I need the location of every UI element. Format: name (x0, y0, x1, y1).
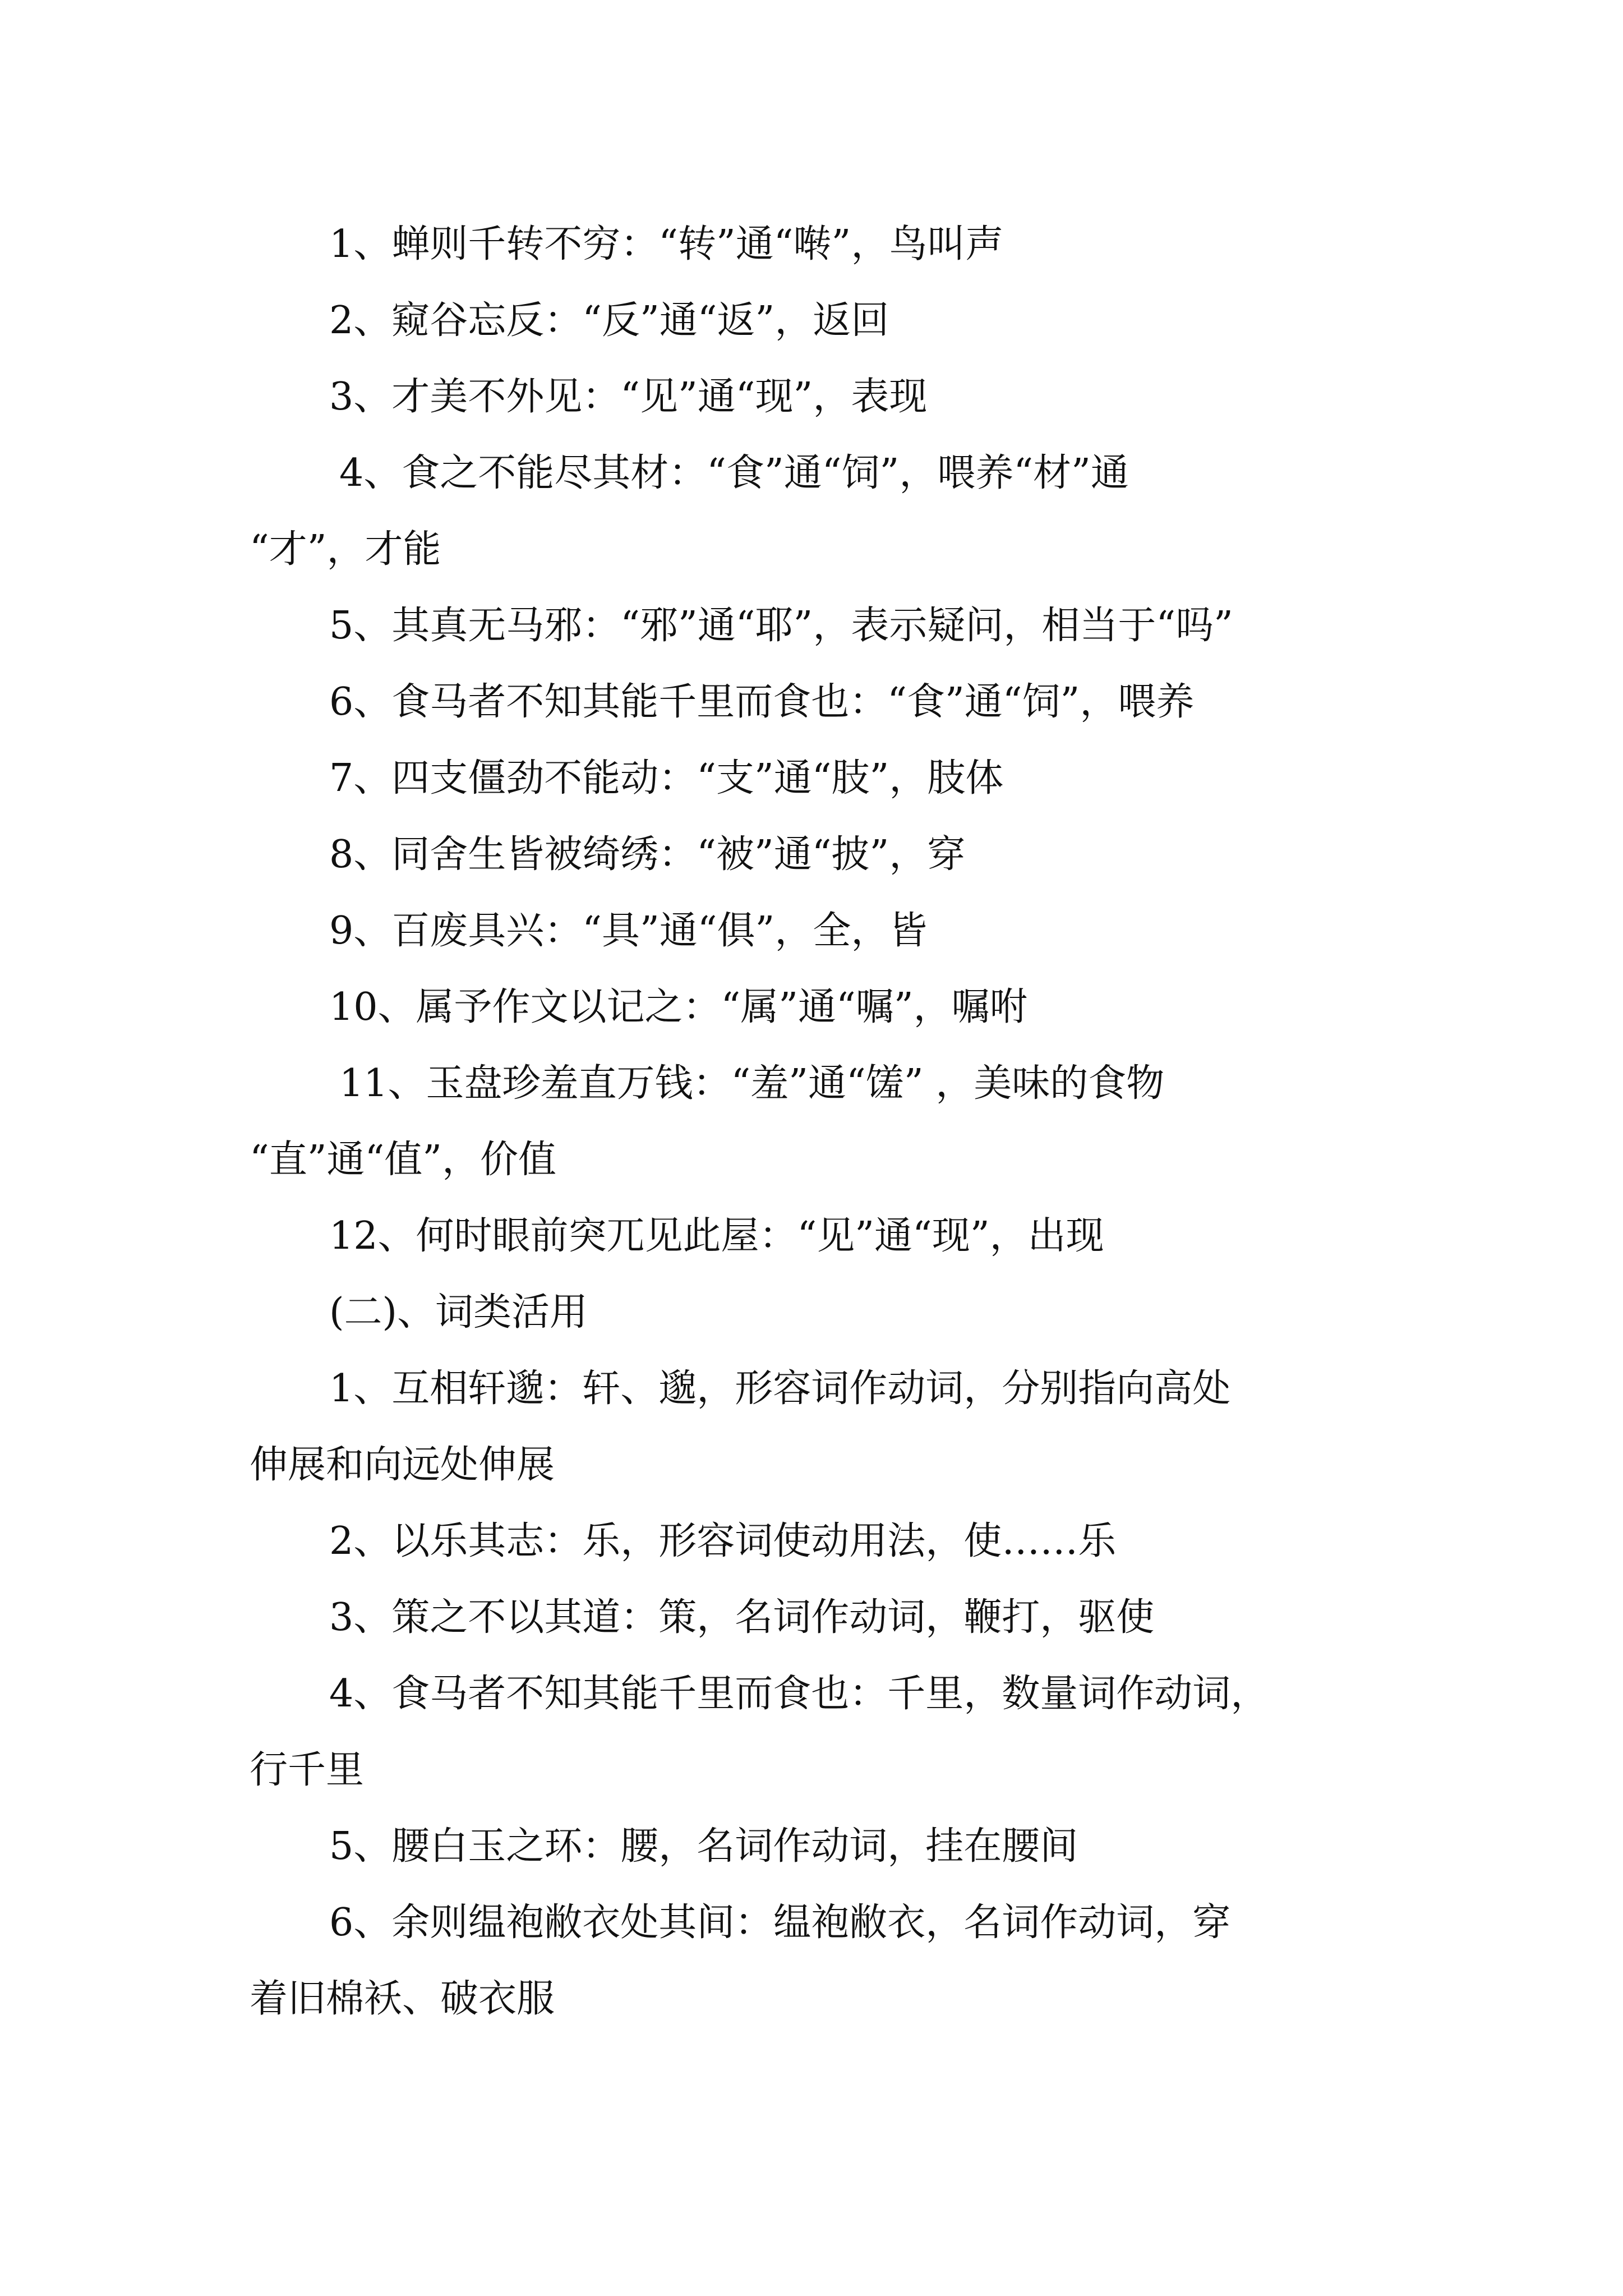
text-line-17: 伸展和向远处伸展 (250, 1443, 555, 1487)
text-line-11: 10、属予作文以记之：“属”通“嘱”，嘱咐 (329, 985, 1028, 1029)
text-line-2: 2、窥谷忘反：“反”通“返”，返回 (329, 298, 889, 343)
text-line-5: “才”，才能 (250, 527, 441, 572)
text-line-7: 6、食马者不知其能千里而食也：“食”通“饲”，喂养 (329, 680, 1195, 724)
text-line-4: 4、食之不能尽其材：“食”通“饲”，喂养“材”通 (339, 451, 1129, 495)
text-line-24: 着旧棉袄、破衣服 (250, 1977, 555, 2021)
text-line-18: 2、以乐其志：乐，形容词使动用法，使……乐 (329, 1519, 1117, 1563)
text-line-6: 5、其真无马邪：“邪”通“耶”，表示疑问，相当于“吗” (329, 604, 1233, 648)
text-line-14: 12、何时眼前突兀见此屋：“见”通“现”，出现 (329, 1214, 1104, 1258)
text-line-12: 11、玉盘珍羞直万钱：“羞”通“馐” ，美味的食物 (339, 1061, 1165, 1106)
text-line-3: 3、才美不外见：“见”通“现”，表现 (329, 375, 928, 419)
text-line-21: 行千里 (250, 1748, 365, 1792)
text-line-1: 1、蝉则千转不穷：“转”通“啭”，鸟叫声 (329, 222, 1004, 266)
section-heading: (二)、词类活用 (329, 1290, 588, 1335)
text-line-13: “直”通“值”，价值 (250, 1138, 557, 1182)
text-line-19: 3、策之不以其道：策，名词作动词，鞭打，驱使 (329, 1595, 1155, 1640)
document-body (250, 206, 1382, 2037)
text-line-16: 1、互相轩邈：轩、邈，形容词作动词，分别指向高处 (329, 1366, 1231, 1411)
text-line-23: 6、余则缊袍敝衣处其间：缊袍敝衣，名词作动词，穿 (329, 1901, 1231, 1945)
text-line-8: 7、四支僵劲不能动：“支”通“肢”，肢体 (329, 756, 1004, 800)
text-line-10: 9、百废具兴：“具”通“俱”，全，皆 (329, 909, 928, 953)
text-line-22: 5、腰白玉之环：腰，名词作动词，挂在腰间 (329, 1824, 1078, 1869)
text-line-20: 4、食马者不知其能千里而食也：千里，数量词作动词， (329, 1672, 1269, 1716)
text-line-9: 8、同舍生皆被绮绣：“被”通“披”，穿 (329, 832, 966, 877)
